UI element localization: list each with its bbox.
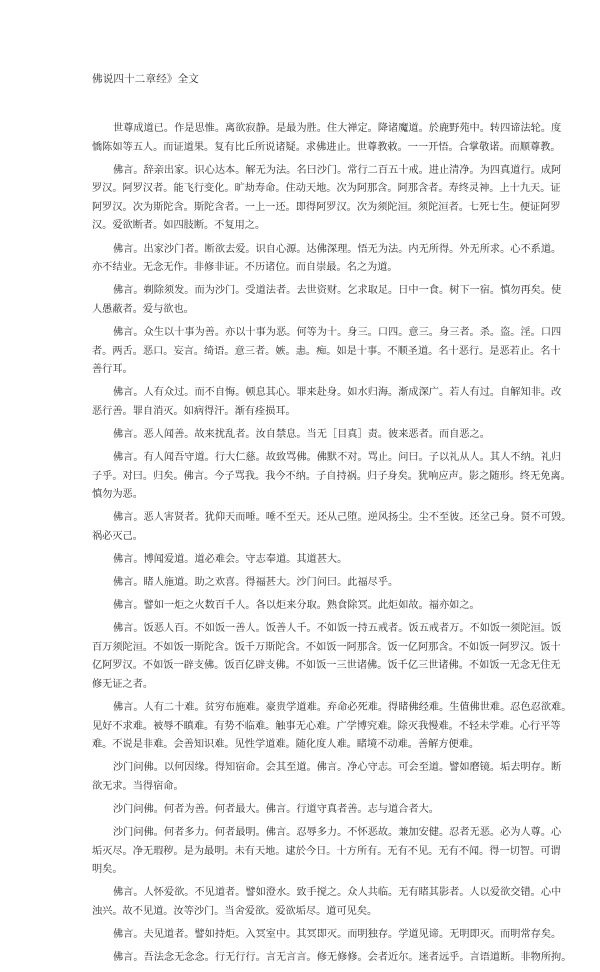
paragraph-line: 佛言。夫见道者。譬如持炬。入冥室中。其冥即灭。而明独存。学道见谛。无明即灭。而明常存矣。 xyxy=(113,929,562,941)
paragraph-line: 慎勿为恶。 xyxy=(92,489,143,501)
paragraph xyxy=(92,801,516,820)
paragraph-line: 见好不求难。被辱不瞋难。有势不临难。触事无心难。广学博究难。除灭我慢难。不轻未学难。心行平等 xyxy=(92,720,561,732)
paragraph-line: 佛言。饭恶人百。不如饭一善人。饭善人千。不如饭一持五戒者。饭五戒者万。不如饭一须陀洹。饭 xyxy=(113,623,562,635)
paragraph-line: 人愚蔽者。爱与欲也。 xyxy=(92,303,194,315)
paragraph xyxy=(92,597,516,616)
paragraph xyxy=(92,162,562,236)
paragraph xyxy=(92,926,562,945)
paragraph-line: 佛言。譬如一炬之火数百千人。各以炬来分取。熟食除冥。此炬如故。福亦如之。 xyxy=(113,600,480,612)
paragraph-line: 善行耳。 xyxy=(92,364,133,376)
paragraph xyxy=(92,324,562,380)
paragraph-line: 修无证之者。 xyxy=(92,679,154,691)
paragraph xyxy=(92,120,562,157)
paragraph-line: 佛言。人怀爱欲。不见道者。譬如澄水。致手搅之。众人共临。无有睹其影者。人以爱欲交错。心中 xyxy=(113,887,562,899)
paragraph-line: 亿阿罗汉。不如饭一辟支佛。饭百亿辟支佛。不如饭一三世诸佛。饭千亿三世诸佛。不如饭一无念无住无 xyxy=(92,660,561,672)
paragraph-line: 阿罗汉。次为斯陀含。斯陀含者。一上一还。即得阿罗汉。次为须陀洹。须陀洹者。七死七生。便证阿罗 xyxy=(92,201,561,213)
paragraph xyxy=(92,824,562,880)
paragraph-line: 者。两舌。恶口。妄言。绮语。意三者。嫉。恚。痴。如是十事。不顺圣道。名十恶行。是恶若止。名十 xyxy=(92,345,561,357)
paragraph xyxy=(92,620,562,694)
paragraph-line: 佛言。恶人害贤者。犹仰天而唾。唾不至天。还从己堕。逆风扬尘。尘不至彼。还坌己身。贤不可毁。 xyxy=(113,512,572,524)
paragraph-line: 佛言。人有众过。而不自悔。顿息其心。罪来赴身。如水归海。渐成深广。若人有过。自解知非。改 xyxy=(113,387,562,399)
paragraph-line: 百万须陀洹。不如饭一斯陀含。饭千万斯陀含。不如饭一阿那含。饭一亿阿那含。不如饭一阿罗汉。饭十 xyxy=(92,641,561,653)
paragraph xyxy=(92,949,572,968)
paragraph-line: 子乎。对曰。归矣。佛言。今子骂我。我今不纳。子自持祸。归子身矣。犹响应声。影之随形。终无免离。 xyxy=(92,470,571,482)
document-body xyxy=(92,120,572,972)
paragraph-line: 佛言。剃除须发。而为沙门。受道法者。去世资财。乞求取足。日中一食。树下一宿。慎勿再矣。使 xyxy=(113,285,562,297)
paragraph xyxy=(92,241,562,278)
paragraph-line: 祸必灭己。 xyxy=(92,530,143,542)
paragraph-line: 佛言。众生以十事为善。亦以十事为恶。何等为十。身三。口四。意三。身三者。杀。盗。淫。口四 xyxy=(113,326,562,338)
paragraph-line: 佛言。恶人闻善。故来扰乱者。汝自禁息。当无［目真］责。彼来恶者。而自恶之。 xyxy=(113,428,490,440)
paragraph xyxy=(92,884,562,921)
paragraph-line: 沙门问佛。何者为善。何者最大。佛言。行道守真者善。志与道合者大。 xyxy=(113,804,439,816)
paragraph-line: 沙门问佛。以何因缘。得知宿命。会其至道。佛言。净心守志。可会至道。譬如磨镜。垢去明存。断 xyxy=(113,762,562,774)
paragraph-line: 世尊成道已。作是思惟。离欲寂静。是最为胜。住大禅定。降诸魔道。於鹿野苑中。转四谛法轮。度 xyxy=(113,123,562,134)
paragraph-line: 明矣。 xyxy=(92,864,123,876)
paragraph-line: 佛言。人有二十难。贫穷布施难。豪贵学道难。弃命必死难。得睹佛经难。生值佛世难。忍色忍欲难。 xyxy=(113,702,572,714)
paragraph xyxy=(92,509,572,546)
paragraph-line: 佛言。出家沙门者。断欲去爱。识自心源。达佛深理。悟无为法。内无所得。外无所求。心不系道。 xyxy=(113,243,562,255)
paragraph xyxy=(92,449,571,505)
paragraph-line: 难。不说是非难。会善知识难。见性学道难。随化度人难。睹境不动难。善解方便难。 xyxy=(92,739,480,751)
paragraph xyxy=(92,384,562,421)
paragraph xyxy=(92,699,572,755)
paragraph-line: 亦不结业。无念无作。非修非证。不历诸位。而自崇最。名之为道。 xyxy=(92,262,398,274)
paragraph-line: 罗汉。阿罗汉者。能飞行变化。旷劫寿命。住动天地。次为阿那含。阿那含者。寿终灵神。上十九天。证 xyxy=(92,183,561,195)
paragraph xyxy=(92,759,562,796)
paragraph-line: 汉。爱欲断者。如四肢断。不复用之。 xyxy=(92,220,266,232)
paragraph xyxy=(92,574,516,593)
paragraph-line: 欲无求。当得宿命。 xyxy=(92,781,184,792)
paragraph-line: 佛言。博闻爱道。道必难会。守志奉道。其道甚大。 xyxy=(113,553,348,565)
paragraph-line: 佛言。辞亲出家。识心达本。解无为法。名曰沙门。常行二百五十戒。进止清净。为四真道行。成阿 xyxy=(113,164,562,176)
paragraph-line: 佛言。吾法念无念念。行无行行。言无言言。修无修修。会者近尔。迷者远乎。言语道断。非物所拘。 xyxy=(113,952,572,964)
paragraph-line: 佛言。睹人施道。助之欢喜。得福甚大。沙门问曰。此福尽乎。 xyxy=(113,577,399,589)
paragraph xyxy=(92,426,516,445)
paragraph xyxy=(92,282,562,319)
document-title: 佛说四十二章经》全文 xyxy=(92,73,199,85)
paragraph-line: 憍陈如等五人。而证道果。复有比丘所说诸疑。求佛进止。世尊教敕。一一开悟。合掌敬诺。而顺尊教。 xyxy=(92,141,561,153)
paragraph-line: 佛言。有人闻吾守道。行大仁慈。故致骂佛。佛默不对。骂止。问曰。子以礼从人。其人不纳。礼归 xyxy=(113,452,562,463)
paragraph-line: 浊兴。故不见道。汝等沙门。当舍爱欲。爱欲垢尽。道可见矣。 xyxy=(92,906,378,918)
paragraph-line: 垢灭尽。净无瑕秽。是为最明。未有天地。逮於今日。十方所有。无有不见。无有不闻。得一切智。可谓 xyxy=(92,845,561,857)
paragraph-line: 沙门问佛。何者多力。何者最明。佛言。忍辱多力。不怀恶故。兼加安健。忍者无恶。必为人尊。心 xyxy=(113,827,562,839)
paragraph-line: 恶行善。罪自消灭。如病得汗。渐有痊损耳。 xyxy=(92,405,296,417)
paragraph xyxy=(92,551,516,570)
